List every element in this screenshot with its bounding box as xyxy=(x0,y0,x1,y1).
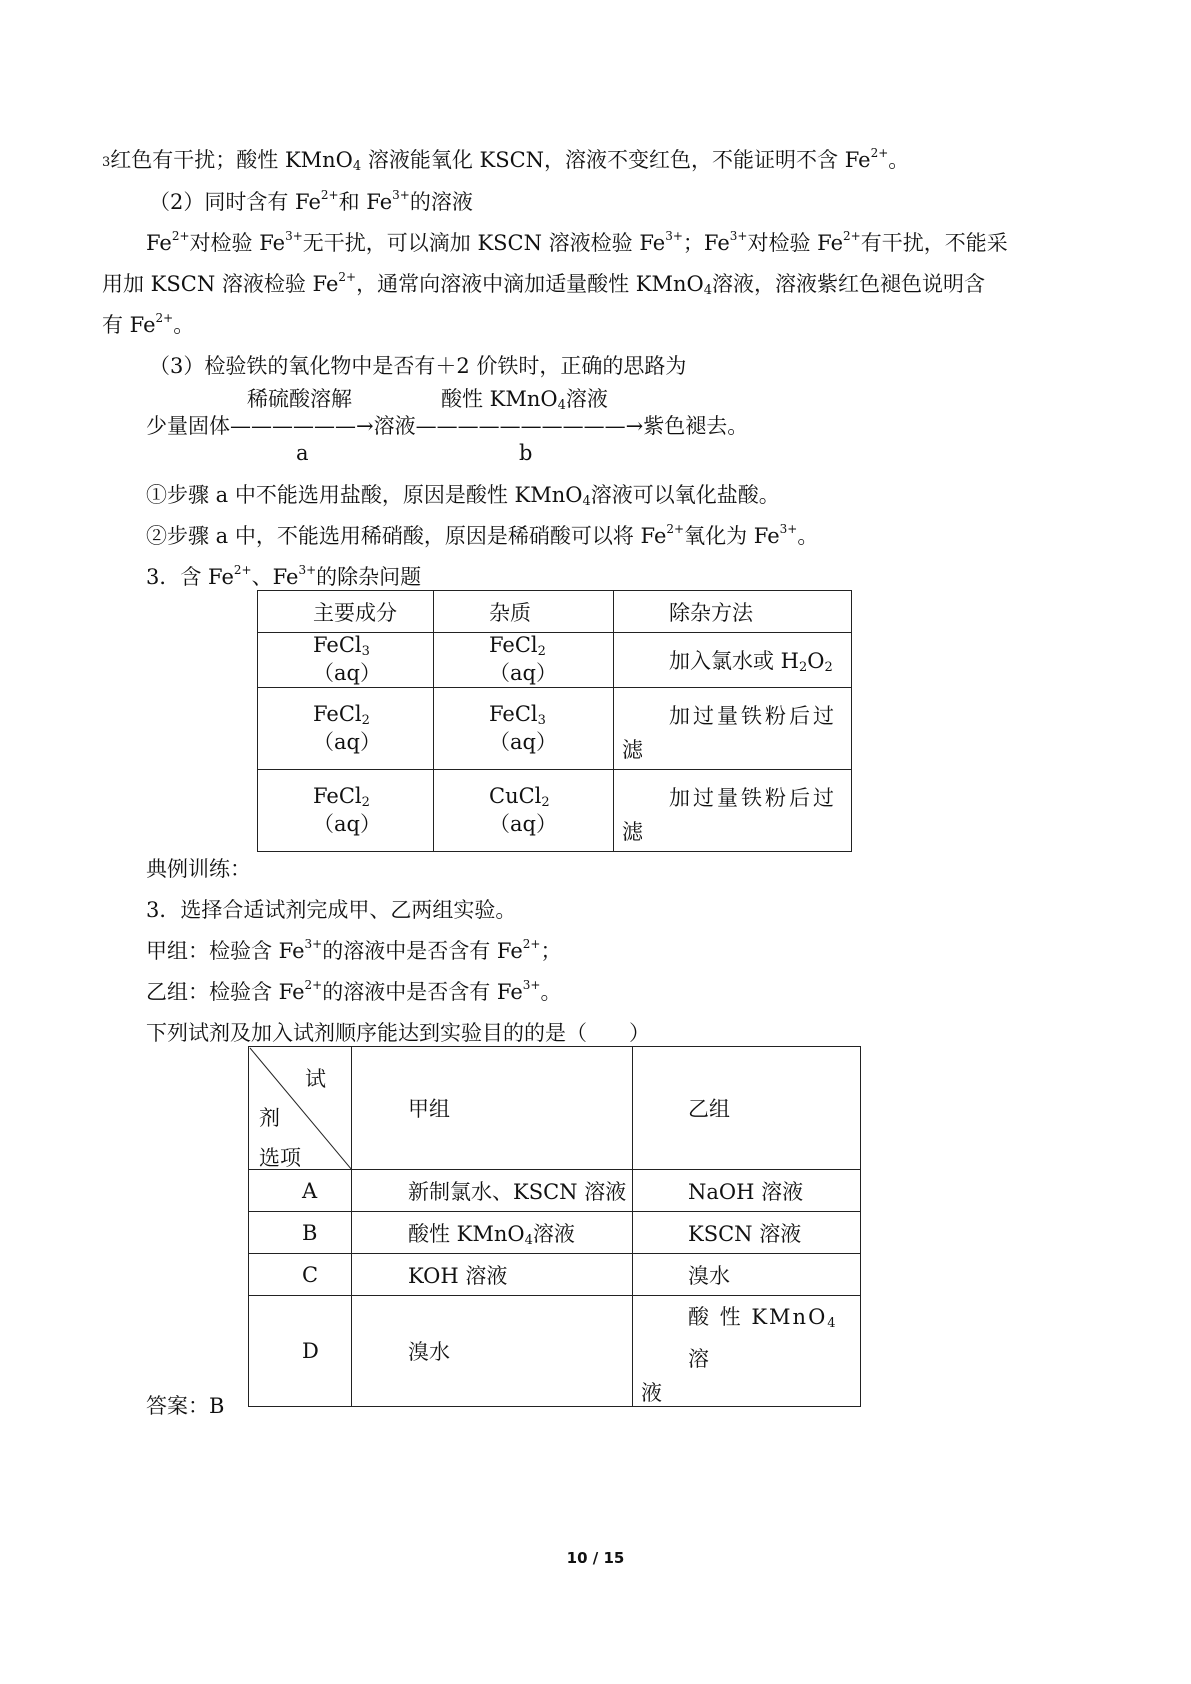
question-prompt: 下列试剂及加入试剂顺序能达到实验目的的是（ ） xyxy=(146,1021,650,1045)
group-yi: 乙组：检验含 $Fe^{2+}$的溶液中是否含有 $Fe^{3+}$。 xyxy=(146,978,562,1004)
flow-label-top-a: 稀硫酸溶解 xyxy=(247,387,352,411)
page-number: 10 / 15 xyxy=(566,1549,625,1567)
option-label: A xyxy=(249,1170,352,1212)
table-cell: 新制氯水、KSCN 溶液 xyxy=(352,1170,633,1212)
impurity-table xyxy=(257,590,852,852)
table-header-row xyxy=(258,591,852,633)
note-2: ②步骤 a 中，不能选用稀硝酸，原因是稀硝酸可以将 $Fe^{2+}$氧化为 $Fe^{3+}$。 xyxy=(146,522,819,548)
table-row xyxy=(258,770,852,852)
table-cell: 酸性 KMnO$_4$溶液 xyxy=(352,1212,633,1254)
table-cell: CuCl$_2$（aq） xyxy=(434,770,614,852)
table-row xyxy=(258,633,852,688)
table-header-cell: 主要成分 xyxy=(258,591,434,633)
table-header-cell: 杂质 xyxy=(434,591,614,633)
option-label: B xyxy=(249,1212,352,1254)
table-cell: KOH 溶液 xyxy=(352,1254,633,1296)
table-cell: FeCl$_3$（aq） xyxy=(434,688,614,770)
table-cell: 加过量铁粉后过 滤 xyxy=(614,770,852,852)
question-text: 3．选择合适试剂完成甲、乙两组实验。 xyxy=(146,898,517,922)
text-line: $Fe^{2+}$对检验 $Fe^{3+}$无干扰，可以滴加 KSCN 溶液检验 $Fe^{3+}$；$Fe^{3+}$对检验 $Fe^{2+}$有干扰，不能采 xyxy=(146,229,1008,255)
section-heading: （2）同时含有 $Fe^{2+}$和 $Fe^{3+}$的溶液 xyxy=(149,188,473,214)
table-header-cell: 乙组 xyxy=(633,1047,861,1170)
example-heading: 典例训练： xyxy=(146,857,251,881)
table-cell: KSCN 溶液 xyxy=(633,1212,861,1254)
flow-label-bottom-a: a xyxy=(296,441,309,465)
table-row xyxy=(258,688,852,770)
note-1: ①步骤 a 中不能选用盐酸，原因是酸性 KMnO$_4$溶液可以氧化盐酸。 xyxy=(146,483,780,509)
answer-text: 答案：B xyxy=(146,1394,225,1418)
table-cell: FeCl$_3$（aq） xyxy=(258,633,434,688)
group-jia: 甲组：检验含 $Fe^{3+}$的溶液中是否含有 $Fe^{2+}$； xyxy=(146,937,562,963)
table-cell: FeCl$_2$（aq） xyxy=(258,688,434,770)
table-cell: FeCl$_2$（aq） xyxy=(258,770,434,852)
table-cell: 加入氯水或 $H_2O_2$ xyxy=(614,633,852,688)
table-row xyxy=(249,1254,861,1296)
table-cell: 溴水 xyxy=(352,1296,633,1407)
corner-label-reagent-mid: 剂 xyxy=(259,1106,280,1130)
option-label: D xyxy=(249,1296,352,1407)
table-cell: 溴水 xyxy=(633,1254,861,1296)
options-table xyxy=(248,1046,861,1407)
table-cell: 酸 性 KMnO$_4$ 溶 液 xyxy=(633,1296,861,1407)
table-header-row xyxy=(249,1047,861,1170)
text-line: 3红色有干扰；酸性 KMnO$_4$ 溶液能氧化 KSCN，溶液不变红色，不能证明不含 $Fe^{2+}$。 xyxy=(102,146,910,174)
table-row xyxy=(249,1170,861,1212)
corner-label-option: 选项 xyxy=(259,1146,301,1170)
table-header-cell: 除杂方法 xyxy=(614,591,852,633)
table-cell: FeCl$_2$（aq） xyxy=(434,633,614,688)
table-header-cell: 甲组 xyxy=(352,1047,633,1170)
flow-label-bottom-b: b xyxy=(519,441,533,465)
text-line: 有 $Fe^{2+}$。 xyxy=(102,311,195,337)
diagonal-header-cell xyxy=(249,1047,352,1170)
flow-diagram: 少量固体——————→溶液——————————→紫色褪去。 xyxy=(146,414,749,438)
corner-label-reagent-top: 试 xyxy=(305,1067,326,1091)
table-row xyxy=(249,1296,861,1407)
option-label: C xyxy=(249,1254,352,1296)
table-row xyxy=(249,1212,861,1254)
text-line: 用加 KSCN 溶液检验 $Fe^{2+}$，通常向溶液中滴加适量酸性 KMnO$_4$溶液，溶液紫红色褪色说明含 xyxy=(102,270,985,298)
section-heading-3: 3．含 $Fe^{2+}$、$Fe^{3+}$的除杂问题 xyxy=(146,563,422,589)
flow-label-top-b: 酸性 KMnO$_4$溶液 xyxy=(441,387,608,413)
table-cell: 加过量铁粉后过 滤 xyxy=(614,688,852,770)
table-cell: NaOH 溶液 xyxy=(633,1170,861,1212)
section-heading: （3）检验铁的氧化物中是否有＋2 价铁时，正确的思路为 xyxy=(149,354,687,378)
